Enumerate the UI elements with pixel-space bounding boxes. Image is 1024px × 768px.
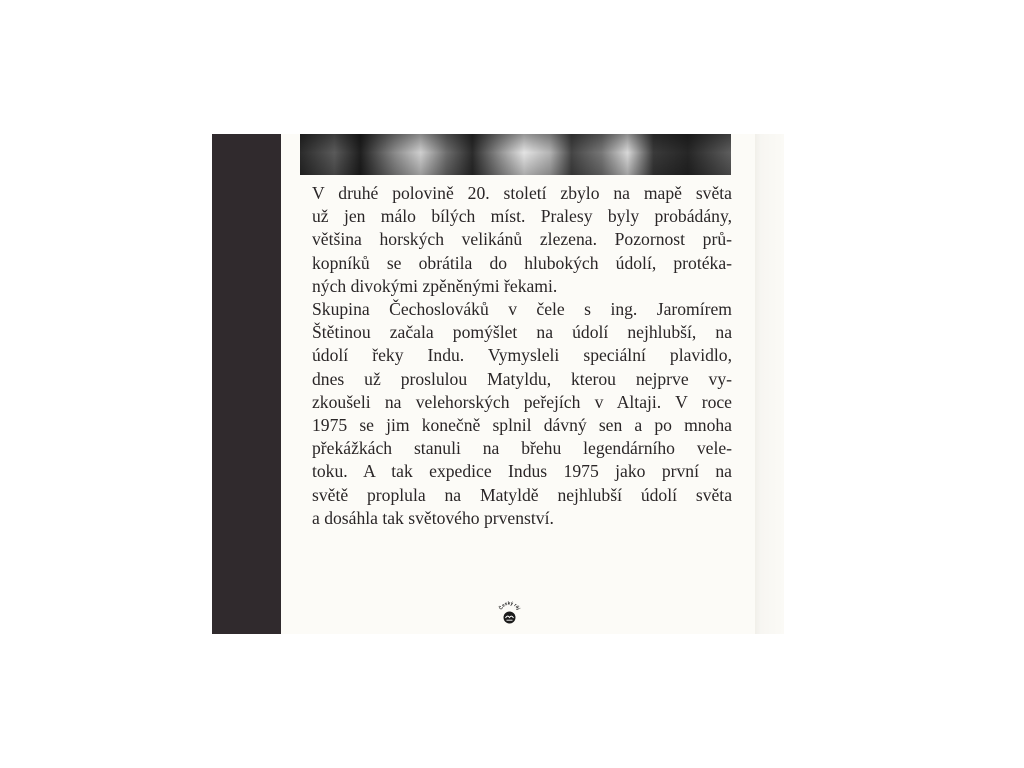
svg-text:Český ráj <box>497 601 521 610</box>
text-line: už jen málo bílých míst. Pralesy byly probádány, <box>312 206 732 227</box>
photo-fragment <box>300 134 731 175</box>
text-line: a dosáhla tak světového prvenství. <box>312 507 554 528</box>
text-line: světě proplula na Matyldě nejhlubší údolí světa <box>312 484 732 505</box>
book-spine <box>212 134 281 634</box>
text-line: překážkách stanuli na břehu legendárního vele- <box>312 438 732 459</box>
publisher-logo-icon <box>497 601 522 626</box>
publisher-logo-text: Český ráj <box>497 601 522 611</box>
text-line: zkoušeli na velehorských peřejích v Altaji. V roce <box>312 391 732 412</box>
text-line: údolí řeky Indu. Vymysleli speciální plavidlo, <box>312 345 732 366</box>
text-line: V druhé polovině 20. století zbylo na mapě světa <box>312 183 732 203</box>
text-line: toku. A tak expedice Indus 1975 jako první na <box>312 461 732 482</box>
body-text <box>312 182 732 530</box>
text-line: většina horských velikánů zlezena. Pozornost prů- <box>312 229 732 250</box>
text-line: kopníků se obrátila do hlubokých údolí, protéka- <box>312 252 732 273</box>
text-line: dnes už proslulou Matyldu, kterou nejprve vy- <box>312 368 732 389</box>
text-line: 1975 se jim konečně splnil dávný sen a po mnoha <box>312 415 732 436</box>
page-edge <box>755 134 784 634</box>
text-line: ných divokými zpěněnými řekami. <box>312 275 558 296</box>
text-line: Skupina Čechoslováků v čele s ing. Jaromírem <box>312 299 732 320</box>
paragraph-1 <box>312 182 732 298</box>
text-line: Štětinou začala pomýšlet na údolí nejhlubší, na <box>312 322 732 343</box>
paragraph-2 <box>312 298 732 530</box>
